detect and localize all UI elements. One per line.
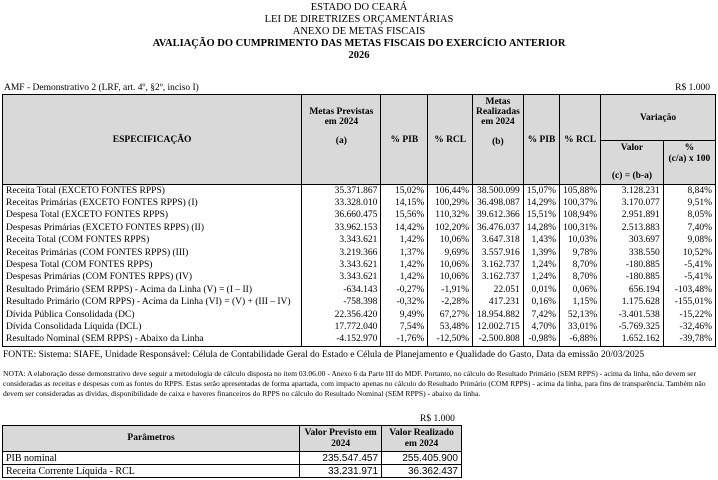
row-value: 7,42% [523,309,559,321]
row-value: 10,06% [428,235,473,247]
demonstrativo-label: AMF - Demonstrativo 2 (LRF, art. 4º, §2º, inciso I) [4,83,199,93]
row-value: 8,70% [560,272,601,284]
row-value: 36.476.037 [472,222,523,234]
param-value: 255.405.900 [382,452,462,465]
row-value: 14,29% [523,197,559,209]
methodology-note: NOTA: A elaboração desse demonstrativo deve seguir a metodologia de cálculo disposta no item 03.06.00 - Anexo 6 da Parte III do MDF. Portanto, no cálculo do Resultado Primário (SEM RPPS) - acima da linha, não devem ser consideradas as receitas e despesas com as fontes do RPPS. Estas serão apresentadas de forma apartada, com impacto apenas no cálculo do Resultado Primário (COM RPPS) - acima da linha, para fins de transparência. Também não devem ser consideradas as dívidas, disponibilidade de caixa e haveres financeiros do RPPS no cálculo do Resultado Nominal (SEM RPPS) - abaixo da linha. [3,369,706,398]
row-value: 15,51% [523,210,559,222]
table-row [3,210,716,222]
row-value: 102,20% [428,222,473,234]
row-value: -2.500.808 [472,334,523,347]
table-row [3,235,716,247]
row-value: 33.962.153 [302,222,381,234]
header-pib: % PIB [381,95,428,185]
row-value: 100,31% [560,222,601,234]
row-value: -1,76% [381,334,428,347]
row-value: 3.170.077 [601,197,664,209]
row-value: -180.885 [601,272,664,284]
row-value: 33.328.010 [302,197,381,209]
table-row [3,334,716,347]
header-valor-previsto: Valor Previsto em 2024 [300,426,382,452]
row-value: 0,01% [523,284,559,296]
row-label: Dívida Pública Consolidada (DC) [3,309,302,321]
row-value: 14,15% [381,197,428,209]
row-value: -103,48% [663,284,715,296]
header-variacao: Variação [601,95,716,141]
row-value: 1,37% [381,247,428,259]
row-value: -0,98% [523,334,559,347]
row-value: 18.954.882 [472,309,523,321]
row-value: 0,16% [523,297,559,309]
table-row [3,321,716,333]
row-value: 8,05% [663,210,715,222]
row-value: -5.769.325 [601,321,664,333]
source-note: FONTE: Sistema: SIAFE, Unidade Responsável: Célula de Contabilidade Geral do Estado e Célula de Planejamento e Qualidade do Gasto, Data da emissão 20/03/2025 [3,350,645,360]
row-value: 10,03% [560,235,601,247]
row-value: 3.128.231 [601,185,664,198]
header-metas-realizadas: Metas Realizadas em 2024 (b) [472,95,523,185]
row-value: 9,49% [381,309,428,321]
row-value: 1,24% [523,259,559,271]
row-value: -4.152.970 [302,334,381,347]
row-value: -155,01% [663,297,715,309]
row-value: 39.612.366 [472,210,523,222]
row-value: 10,06% [428,259,473,271]
row-value: -3.401.538 [601,309,664,321]
parameters-table [2,425,462,478]
row-label: Despesas Primárias (COM FONTES RPPS) (IV) [3,272,302,284]
row-label: Receita Total (COM FONTES RPPS) [3,235,302,247]
row-value: -758.398 [302,297,381,309]
row-value: -39,78% [663,334,715,347]
row-value: 22.051 [472,284,523,296]
row-value: 0,06% [560,284,601,296]
header-percent: % (c/a) x 100 [663,141,715,185]
row-value: 105,88% [560,185,601,198]
row-value: 106,44% [428,185,473,198]
row-value: 7,40% [663,222,715,234]
row-value: -5,41% [663,259,715,271]
row-value: 38.500.099 [472,185,523,198]
row-value: 52,13% [560,309,601,321]
row-value: 1.652.162 [601,334,664,347]
row-value: 1,43% [523,235,559,247]
params-unit-label: R$ 1.000 [420,414,455,424]
row-value: 14,28% [523,222,559,234]
row-value: 9,78% [560,247,601,259]
param-value: 36.362.437 [382,465,462,478]
row-value: 3.557.916 [472,247,523,259]
row-value: -6,88% [560,334,601,347]
row-value: -180.885 [601,259,664,271]
law-title: LEI DE DIRETRIZES ORÇAMENTÁRIAS [264,14,454,25]
row-value: 1,42% [381,259,428,271]
row-value: 417.231 [472,297,523,309]
row-value: 14,42% [381,222,428,234]
row-value: 108,94% [560,210,601,222]
row-value: 9,69% [428,247,473,259]
row-value: 8,84% [663,185,715,198]
row-value: 1,24% [523,272,559,284]
row-value: 1,15% [560,297,601,309]
row-value: 303.697 [601,235,664,247]
row-value: 2.513.883 [601,222,664,234]
row-label: Receita Total (EXCETO FONTES RPPS) [3,185,302,198]
header-parametros: Parâmetros [3,426,300,452]
header-rcl-2: % RCL [560,95,601,185]
row-value: -32,46% [663,321,715,333]
state-title: ESTADO DO CEARÁ [310,2,408,13]
row-value: 36.498.087 [472,197,523,209]
table-row [3,247,716,259]
header-especificacao: ESPECIFICAÇÃO [3,95,302,185]
row-label: Resultado Primário (COM RPPS) - Acima da Linha (VI) = (V) + (III – IV) [3,297,302,309]
row-value: 100,37% [560,197,601,209]
row-value: 1,39% [523,247,559,259]
row-value: 7,54% [381,321,428,333]
param-value: 235.547.457 [300,452,382,465]
row-value: 36.660.475 [302,210,381,222]
row-value: 9,08% [663,235,715,247]
param-label: Receita Corrente Líquida - RCL [3,465,300,478]
row-value: 12.002.715 [472,321,523,333]
row-value: 3.219.366 [302,247,381,259]
row-value: 1.175.628 [601,297,664,309]
row-value: 53,48% [428,321,473,333]
row-value: 15,07% [523,185,559,198]
row-value: 1,42% [381,272,428,284]
row-value: 100,29% [428,197,473,209]
header-rcl: % RCL [428,95,473,185]
row-value: -12,50% [428,334,473,347]
row-value: -5,41% [663,272,715,284]
param-value: 33.231.971 [300,465,382,478]
row-label: Receitas Primárias (EXCETO FONTES RPPS) (I) [3,197,302,209]
row-label: Resultado Primário (SEM RPPS) - Acima da Linha (V) = (I – II) [3,284,302,296]
row-value: 15,02% [381,185,428,198]
row-value: 110,32% [428,210,473,222]
row-value: 4,70% [523,321,559,333]
row-value: 35.371.867 [302,185,381,198]
row-value: 338.550 [601,247,664,259]
annex-title: ANEXO DE METAS FISCAIS [292,26,426,37]
row-value: -0,32% [381,297,428,309]
table-row [3,284,716,296]
row-value: 3.343.621 [302,272,381,284]
table-row [3,259,716,271]
row-value: -15,22% [663,309,715,321]
row-value: 3.343.621 [302,235,381,247]
row-label: Resultado Nominal (SEM RPPS) - Abaixo da Linha [3,334,302,347]
unit-label: R$ 1.000 [675,83,710,93]
row-value: -2,28% [428,297,473,309]
row-value: 15,56% [381,210,428,222]
table-row [3,297,716,309]
row-label: Receitas Primárias (COM FONTES RPPS) (III) [3,247,302,259]
row-value: 3.343.621 [302,259,381,271]
row-label: Despesas Primárias (EXCETO FONTES RPPS) (II) [3,222,302,234]
row-label: Despesa Total (EXCETO FONTES RPPS) [3,210,302,222]
row-value: 3.647.318 [472,235,523,247]
header-pib-2: % PIB [523,95,559,185]
table-row [3,272,716,284]
row-value: 10,06% [428,272,473,284]
row-value: 1,42% [381,235,428,247]
row-value: 17.772.040 [302,321,381,333]
row-value: -634.143 [302,284,381,296]
row-label: Despesa Total (COM FONTES RPPS) [3,259,302,271]
row-value: 9,51% [663,197,715,209]
row-label: Dívida Consolidada Líquida (DCL) [3,321,302,333]
table-row [3,309,716,321]
header-metas-previstas: Metas Previstas em 2024 (a) [302,95,381,185]
row-value: 67,27% [428,309,473,321]
row-value: 3.162.737 [472,272,523,284]
header-valor-realizado: Valor Realizado em 2024 [382,426,462,452]
report-year: 2026 [348,50,370,61]
table-row [3,222,716,234]
row-value: 656.194 [601,284,664,296]
row-value: -1,91% [428,284,473,296]
param-row [3,465,462,478]
param-label: PIB nominal [3,452,300,465]
table-row [3,185,716,198]
row-value: 3.162.737 [472,259,523,271]
table-row [3,197,716,209]
param-row [3,452,462,465]
row-value: 2.951.891 [601,210,664,222]
header-valor: Valor (c) = (b-a) [601,141,664,185]
report-title: AVALIAÇÃO DO CUMPRIMENTO DAS METAS FISCAIS DO EXERCÍCIO ANTERIOR [152,38,566,49]
row-value: 33,01% [560,321,601,333]
fiscal-goals-table [2,94,716,347]
row-value: 22.356.420 [302,309,381,321]
row-value: 8,70% [560,259,601,271]
row-value: -0,27% [381,284,428,296]
row-value: 10,52% [663,247,715,259]
